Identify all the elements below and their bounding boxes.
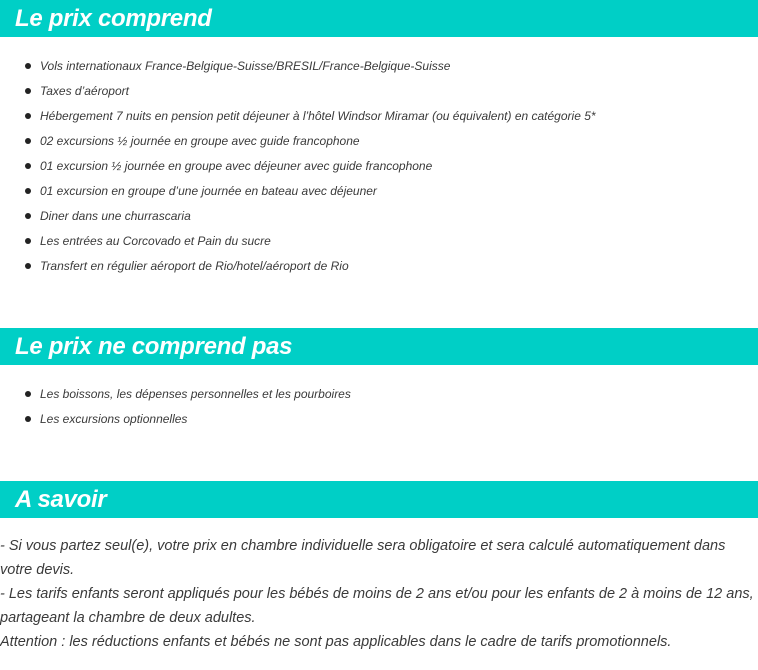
bullet-icon — [25, 263, 31, 269]
list-item-text: Diner dans une churrascaria — [40, 209, 191, 223]
bullet-icon — [25, 63, 31, 69]
bullet-icon — [25, 391, 31, 397]
list-item — [0, 55, 758, 80]
bullet-icon — [25, 113, 31, 119]
section-header-know: A savoir — [0, 481, 758, 518]
list-item-text: Les excursions optionnelles — [40, 412, 188, 426]
list-item — [0, 383, 758, 408]
list-item — [0, 230, 758, 255]
list-item-text: Les boissons, les dépenses personnelles et les pourboires — [40, 387, 351, 401]
list-item-text: Transfert en régulier aéroport de Rio/hotel/aéroport de Rio — [40, 259, 349, 273]
section-header-excludes: Le prix ne comprend pas — [0, 328, 758, 365]
section-header-includes: Le prix comprend — [0, 0, 758, 37]
list-item — [0, 205, 758, 230]
bullet-icon — [25, 138, 31, 144]
list-item — [0, 155, 758, 180]
bullet-icon — [25, 213, 31, 219]
list-item — [0, 130, 758, 155]
bullet-icon — [25, 163, 31, 169]
know-paragraph-attention: Attention : les réductions enfants et bébés ne sont pas applicables dans le cadre de tarifs promotionnels. — [0, 634, 672, 650]
know-paragraph-child-rates: - Les tarifs enfants seront appliqués pour les bébés de moins de 2 ans et/ou pour les enfants de 2 à moins de 12 ans, partageant la chambre de deux adultes. — [0, 586, 754, 626]
list-item — [0, 408, 758, 433]
list-item — [0, 180, 758, 205]
list-item-text: Les entrées au Corcovado et Pain du sucre — [40, 234, 271, 248]
know-text-block — [0, 534, 756, 654]
know-paragraph-single-room: - Si vous partez seul(e), votre prix en chambre individuelle sera obligatoire et sera calculé automatiquement dans votre devis. — [0, 538, 726, 578]
excludes-list — [0, 383, 758, 433]
list-item-text: Vols internationaux France-Belgique-Suisse/BRESIL/France-Belgique-Suisse — [40, 59, 451, 73]
list-item — [0, 80, 758, 105]
bullet-icon — [25, 416, 31, 422]
bullet-icon — [25, 238, 31, 244]
list-item-text: Hébergement 7 nuits en pension petit déjeuner à l’hôtel Windsor Miramar (ou équivalent) en catégorie 5* — [40, 109, 596, 123]
list-item — [0, 255, 758, 280]
bullet-icon — [25, 188, 31, 194]
list-item-text: Taxes d’aéroport — [40, 84, 129, 98]
list-item — [0, 105, 758, 130]
list-item-text: 02 excursions ½ journée en groupe avec guide francophone — [40, 134, 360, 148]
includes-list — [0, 55, 758, 280]
bullet-icon — [25, 88, 31, 94]
list-item-text: 01 excursion en groupe d’une journée en bateau avec déjeuner — [40, 184, 377, 198]
list-item-text: 01 excursion ½ journée en groupe avec déjeuner avec guide francophone — [40, 159, 433, 173]
